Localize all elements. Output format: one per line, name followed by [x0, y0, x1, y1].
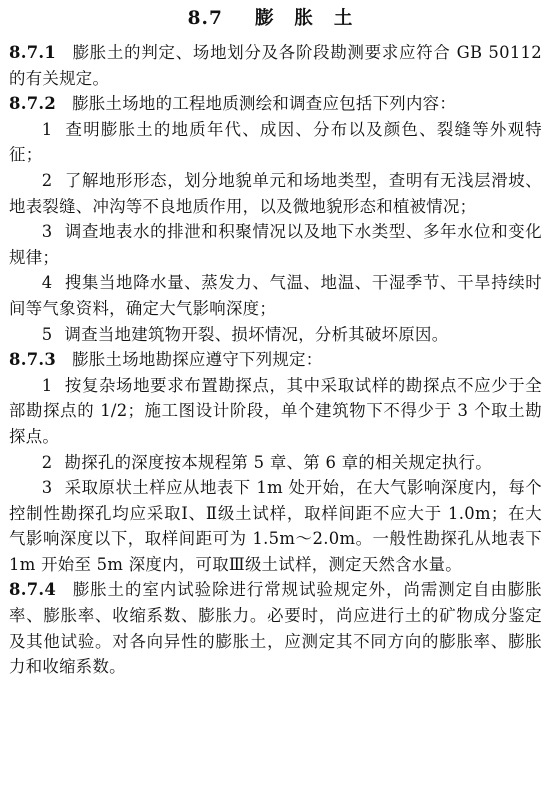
clause-item — [9, 475, 542, 577]
section-title-char: 膨 — [254, 8, 275, 29]
clause-item — [9, 322, 542, 348]
item-number: 2 — [41, 452, 53, 472]
clause-number: 8.7.1 — [9, 43, 57, 62]
item-text: 了解地形形态，划分地貌单元和场地类型，查明有无浅层滑坡、地表裂缝、冲沟等不良地质作用，以及微地貌形态和植被情况； — [9, 170, 542, 216]
clause-number: 8.7.3 — [9, 350, 57, 370]
clause-text: 膨胀土的室内试验除进行常规试验规定外，尚需测定自由膨胀率、膨胀率、收缩系数、膨胀力。必要时，尚应进行土的矿物成分鉴定及其他试验。对各向异性的膨胀土，应测定其不同方向的膨胀率、膨胀力和收缩系数。 — [9, 580, 542, 677]
clause-item — [9, 219, 542, 270]
item-text: 调查当地建筑物开裂、损坏情况，分析其破坏原因。 — [64, 324, 449, 344]
clause-item — [9, 373, 542, 450]
item-number: 2 — [41, 170, 53, 190]
clause-item — [9, 117, 542, 168]
clause-8-7-4 — [9, 577, 542, 679]
item-text: 查明膨胀土的地质年代、成因、分布以及颜色、裂缝等外观特征； — [9, 119, 542, 165]
clause-8-7-1 — [9, 40, 542, 91]
item-number: 1 — [41, 375, 53, 395]
item-number: 3 — [41, 222, 53, 242]
item-number: 5 — [41, 324, 53, 344]
item-text: 采取原状土样应从地表下 1m 处开始，在大气影响深度内，每个控制性勘探孔均应采取Ⅰ、Ⅱ级土试样，取样间距不应大于 1.0m；在大气影响深度以下，取样间距可为 1.5m～2.0m。一般性勘探孔从地表下 1m 开始至 5m 深度内，可取Ⅲ级土试样，测定天然含水量。 — [9, 478, 542, 574]
clause-number: 8.7.4 — [9, 580, 57, 600]
section-title — [9, 4, 542, 34]
clause-item — [9, 270, 542, 321]
item-number: 3 — [41, 478, 53, 498]
clause-text: 膨胀土的判定、场地划分及各阶段勘测要求应符合 GB 50112 的有关规定。 — [9, 43, 542, 88]
clause-text: 膨胀土场地勘探应遵守下列规定： — [72, 350, 323, 370]
item-number: 4 — [41, 273, 53, 293]
clause-text: 膨胀土场地的工程地质测绘和调查应包括下列内容： — [72, 94, 457, 114]
section-number: 8.7 — [187, 8, 223, 29]
item-text: 搜集当地降水量、蒸发力、气温、地温、干湿季节、干旱持续时间等气象资料，确定大气影响深度； — [9, 273, 542, 318]
clause-8-7-2 — [9, 91, 542, 117]
section-title-char: 土 — [333, 8, 354, 29]
item-text: 调查地表水的排泄和积聚情况以及地下水类型、多年水位和变化规律； — [9, 222, 542, 267]
clause-item — [9, 450, 542, 476]
section-title-char: 胀 — [294, 8, 314, 29]
clause-8-7-3 — [9, 347, 542, 373]
clause-number: 8.7.2 — [9, 94, 57, 114]
item-number: 1 — [41, 119, 53, 139]
clause-item — [9, 168, 542, 219]
item-text: 按复杂场地要求布置勘探点，其中采取试样的勘探点不应少于全部勘探点的 1/2；施工图设计阶段，单个建筑物下不得少于 3 个取土勘探点。 — [9, 375, 542, 446]
item-text: 勘探孔的深度按本规程第 5 章、第 6 章的相关规定执行。 — [64, 452, 492, 472]
